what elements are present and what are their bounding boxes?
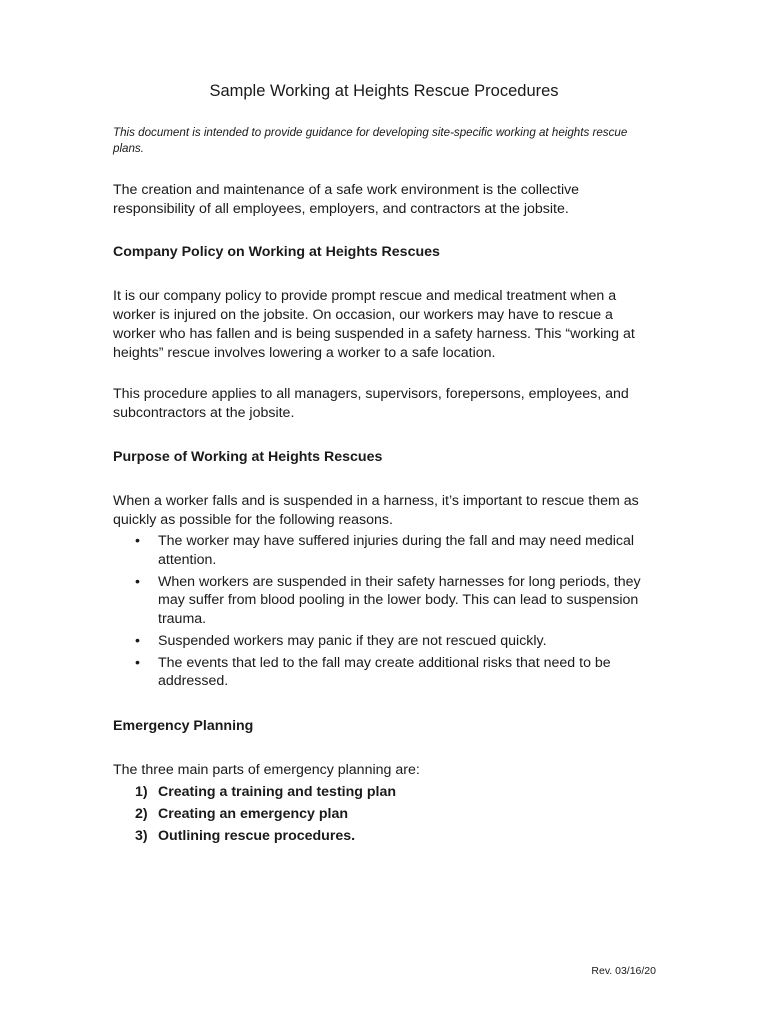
bullet-icon: • xyxy=(135,533,140,549)
document-title: Sample Working at Heights Rescue Procedures xyxy=(209,82,559,100)
step-text: Creating an emergency plan xyxy=(158,806,349,822)
list-item xyxy=(113,532,658,569)
policy-paragraph: It is our company policy to provide prompt rescue and medical treatment when a worker is injured on the jobsite. On occasion, our workers may have to rescue a worker who has fallen and is being suspended in a safety harness. This “working at heights” rescue involves lowering a worker to a safe location. xyxy=(113,288,635,361)
list-item-text: The worker may have suffered injuries during the fall and may need medical attention. xyxy=(158,533,635,568)
list-item xyxy=(113,825,658,847)
list-item xyxy=(113,654,658,691)
step-text: Creating a training and testing plan xyxy=(158,784,397,800)
list-item xyxy=(113,781,658,803)
list-item xyxy=(113,573,658,629)
list-item xyxy=(113,803,658,825)
emergency-planning-paragraph: The three main parts of emergency planning are: xyxy=(113,762,420,778)
section-heading-emergency-planning: Emergency Planning xyxy=(113,718,254,734)
list-item-text: The events that led to the fall may create additional risks that need to be addressed. xyxy=(158,654,611,689)
intro-note: This document is intended to provide guidance for developing site-specific working at heights rescue plans. xyxy=(113,126,628,155)
step-text: Outlining rescue procedures. xyxy=(158,828,356,844)
list-item-text: Suspended workers may panic if they are not rescued quickly. xyxy=(158,632,547,649)
step-number: 2) xyxy=(135,806,148,822)
section-heading-company-policy: Company Policy on Working at Heights Rescues xyxy=(113,244,440,260)
purpose-paragraph: When a worker falls and is suspended in a harness, it’s important to rescue them as quickly as possible for the following reasons. xyxy=(113,493,639,528)
scope-paragraph: This procedure applies to all managers, supervisors, forepersons, employees, and subcontractors at the jobsite. xyxy=(113,386,629,421)
emergency-steps-list xyxy=(113,781,658,847)
bullet-icon: • xyxy=(135,632,140,649)
bullet-icon: • xyxy=(135,654,140,671)
list-item-text: When workers are suspended in their safety harnesses for long periods, they may suffer from blood pooling in the lower body. This can lead to suspension trauma. xyxy=(158,573,641,627)
step-number: 3) xyxy=(135,828,148,844)
list-item xyxy=(113,632,658,651)
reasons-bullet-list xyxy=(113,532,658,694)
step-number: 1) xyxy=(135,784,148,800)
section-heading-purpose: Purpose of Working at Heights Rescues xyxy=(113,449,383,465)
revision-date: Rev. 03/16/20 xyxy=(591,965,656,977)
opening-paragraph: The creation and maintenance of a safe work environment is the collective responsibility of all employees, employers, and contractors at the jobsite. xyxy=(113,182,580,217)
bullet-icon: • xyxy=(135,573,140,590)
